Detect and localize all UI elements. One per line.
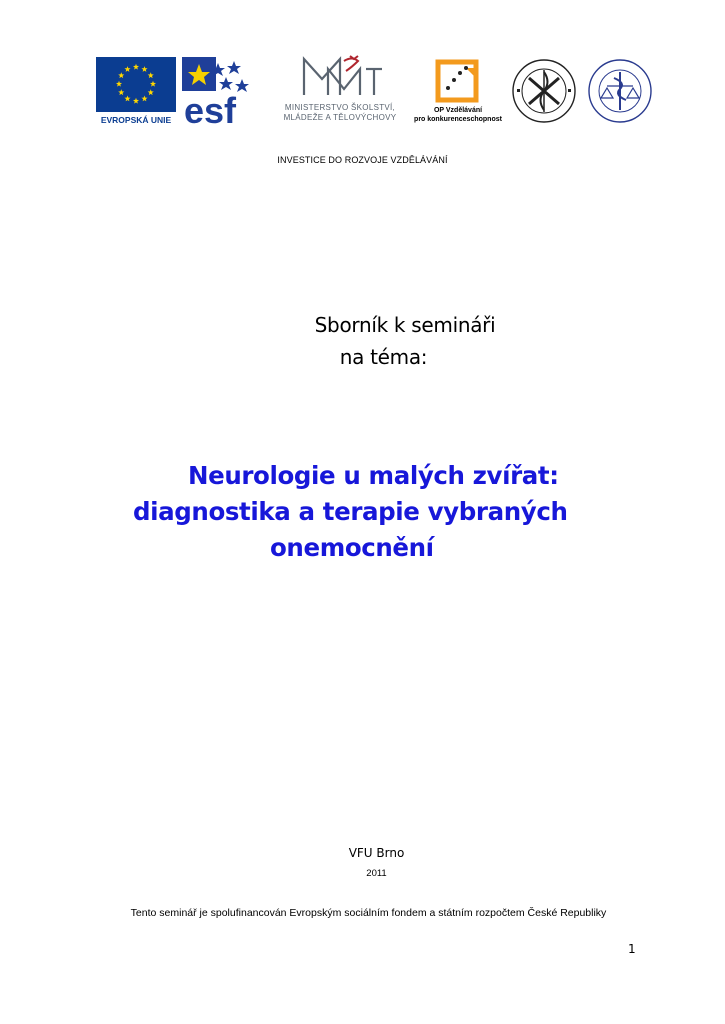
page-number: 1 [628,942,636,956]
veterinary-university-seal-icon [587,58,653,124]
title-line-1: Neurologie u malých zvířat: [188,461,559,490]
eu-flag-icon [96,57,176,112]
eu-star-icon [148,89,154,95]
msmt-line-1: MINISTERSTVO ŠKOLSTVÍ, [284,103,396,112]
university-seal-icon [511,58,577,124]
op-vzdelavani-logo [414,58,502,126]
eu-star-icon [124,96,130,102]
title-line-2: diagnostika a terapie vybraných [133,497,568,526]
eu-star-icon [116,81,122,87]
program-heading: INVESTICE DO ROZVOJE VZDĚLÁVÁNÍ [277,155,448,165]
op-line-1: OP Vzdělávání [433,107,483,114]
msmt-logo [266,55,414,127]
eu-logo [96,57,176,127]
proceedings-subtitle [0,309,725,373]
eu-star-icon [141,66,147,72]
subtitle-line-1: Sborník k semináři [314,313,496,337]
op-line-2: pro konkurenceschopnost [414,116,502,123]
eu-star-icon [141,96,147,102]
msmt-line-2: MLÁDEŽE A TĚLOVÝCHOVY [283,113,397,122]
title-line-3: onemocnění [270,533,434,562]
publication-year: 2011 [366,868,387,879]
eu-star-icon [118,72,124,78]
esf-logo-label: esf [184,90,237,127]
subtitle-line-2: na téma: [339,345,428,369]
eu-star-icon [148,72,154,78]
eu-star-icon [150,81,156,87]
institution-name: VFU Brno [348,846,405,860]
esf-logo [182,57,262,127]
funding-statement: Tento seminář je spolufinancován Evropským sociálním fondem a státním rozpočtem České Republiky [130,907,607,919]
eu-star-icon [124,66,130,72]
eu-star-icon [133,64,139,70]
eu-logo-label: EVROPSKÁ UNIE [100,115,172,125]
document-title [0,458,725,566]
eu-star-icon [118,89,124,95]
eu-star-icon [133,98,139,104]
